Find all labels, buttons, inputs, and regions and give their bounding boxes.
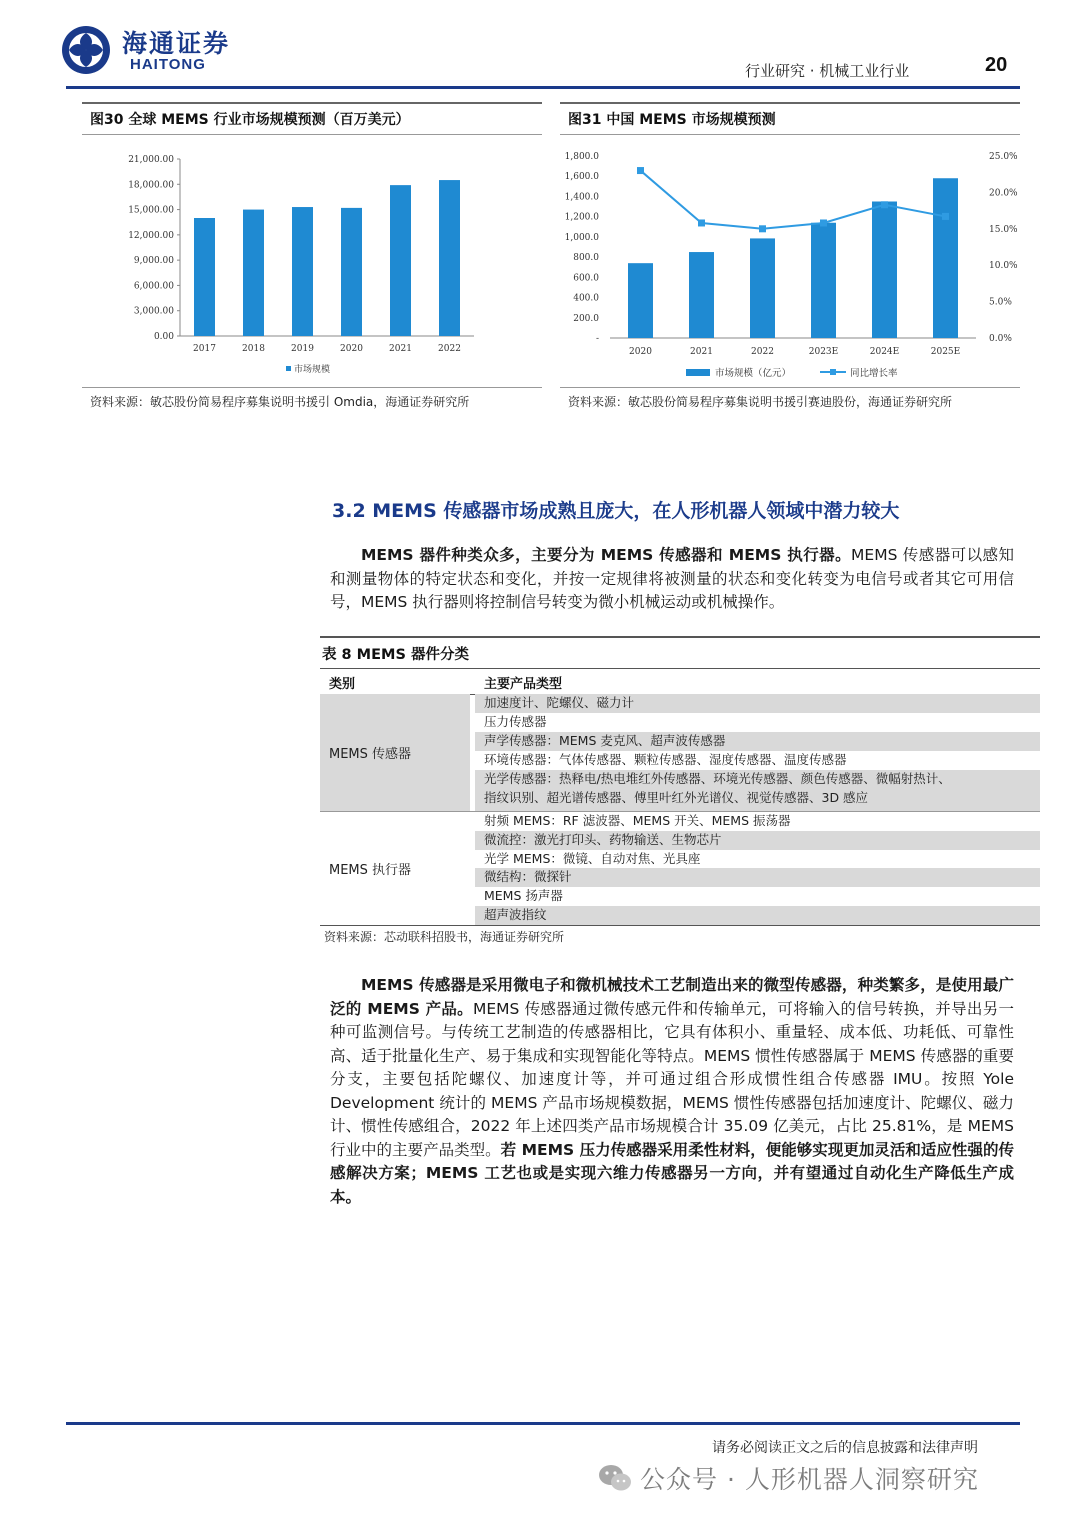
table-8-actuator-row: 光学 MEMS：微镜、自动对焦、光具座: [484, 851, 701, 866]
logo-chinese-name: 海通证券: [122, 29, 231, 58]
legend-swatch: [286, 366, 291, 371]
x-tick-label: 2022: [751, 347, 774, 357]
paragraph-1: [330, 544, 1014, 615]
footer-divider: [66, 1422, 1020, 1425]
figure-30-title: 图30 全球 MEMS 行业市场规模预测（百万美元）: [90, 112, 410, 128]
x-tick-label: 2024E: [869, 347, 900, 357]
growth-point: [759, 225, 766, 232]
bar: [628, 263, 653, 338]
y-tick-label: 3,000.00: [133, 306, 174, 317]
table-8-sensor-row: 压力传感器: [484, 714, 547, 729]
logo-english-name: HAITONG: [130, 56, 206, 73]
legend-swatch-bar: [686, 369, 710, 376]
y-tick-label: 400.0: [573, 293, 599, 304]
y-tick-label: 6,000.00: [133, 281, 174, 292]
bar: [194, 218, 215, 336]
table-8-actuator-row: MEMS 扬声器: [484, 888, 563, 903]
figure-30-top-rule: [82, 102, 542, 104]
bar: [292, 207, 313, 336]
y-tick-label: 1,200.0: [564, 212, 599, 223]
y-tick-label: 1,000.0: [564, 232, 599, 243]
figure-31: [560, 102, 1020, 412]
table-8-header-category: 类别: [329, 677, 356, 692]
figure-31-bottom-rule: [560, 387, 1020, 388]
report-category: 行业研究 · 机械工业行业: [745, 62, 910, 80]
haitong-logo: [60, 22, 250, 80]
table-8-sensor-row: 加速度计、陀螺仪、磁力计: [475, 694, 1040, 713]
bar: [243, 210, 264, 336]
table-8-top-rule: [320, 636, 1040, 638]
growth-point: [820, 219, 827, 226]
table-8-source: 资料来源：芯动联科招股书，海通证券研究所: [324, 930, 565, 944]
bar: [933, 178, 958, 338]
figure-30-source: 资料来源：敏芯股份简易程序募集说明书援引 Omdia，海通证券研究所: [90, 395, 470, 409]
x-tick-label: 2018: [242, 344, 265, 354]
y-tick-label: -: [595, 334, 599, 344]
growth-point: [698, 219, 705, 226]
bar: [390, 185, 411, 336]
y2-tick-label: 5.0%: [989, 297, 1012, 308]
bar: [872, 202, 897, 339]
y2-tick-label: 15.0%: [989, 224, 1018, 235]
table-8-title-rule: [320, 668, 1040, 669]
x-tick-label: 2021: [690, 347, 713, 357]
paragraph-2-body: MEMS 传感器通过微传感元件和传输单元，可将输入的信号转换，并导出另一种可监测信号。与传统工艺制造的传感器相比，它具有体积小、重量轻、成本低、功耗低、可靠性高、适于批量化生产、易于集成和实现智能化等特点。MEMS 惯性传感器属于 MEMS 传感器的重要分支，主要包括陀螺仪、加速度计等，并可通过组合形成惯性组合传感器 IMU。按照 Yole Development 统计的 MEMS 产品市场规模数据，MEMS 惯性传感器包括加速度计、陀螺仪、磁力计、惯性传感组合，2022 年上述四类产品市场规模合计 35.09 亿美元，占比 25.81%，是 MEMS 行业中的主要产品类型。: [330, 999, 1014, 1159]
table-8-header-types: 主要产品类型: [484, 677, 563, 692]
bar: [750, 238, 775, 338]
y-tick-label: 200.0: [573, 313, 599, 324]
watermark-text: 公众号 · 人形机器人洞察研究: [640, 1465, 979, 1494]
figure-30-bottom-rule: [82, 387, 542, 388]
bar: [341, 208, 362, 336]
x-tick-label: 2020: [340, 344, 363, 354]
table-8-sensor-row: 声学传感器：MEMS 麦克风、超声波传感器: [475, 732, 1040, 751]
figure-31-title: 图31 中国 MEMS 市场规模预测: [568, 112, 776, 128]
legend-label-bar: 市场规模（亿元）: [715, 368, 792, 379]
paragraph-2: [330, 974, 1014, 1209]
table-8-actuator-row: 微流控：激光打印头、药物输送、生物芯片: [475, 831, 1040, 850]
x-tick-label: 2020: [629, 347, 652, 357]
figure-31-top-rule: [560, 102, 1020, 104]
figure-30-chart: [82, 136, 542, 386]
x-tick-label: 2021: [389, 344, 412, 354]
paragraph-1-lead: MEMS 器件种类众多，主要分为 MEMS 传感器和 MEMS 执行器。: [361, 546, 852, 564]
figure-31-title-rule: [560, 134, 1020, 135]
figure-31-source: 资料来源：敏芯股份简易程序募集说明书援引赛迪股份，海通证券研究所: [568, 395, 953, 409]
paragraph-2-conclusion: 若 MEMS 压力传感器采用柔性材料，便能够实现更加灵活和适应性强的传感解决方案；MEMS 工艺也或是实现六维力传感器另一方向，并有望通过自动化生产降低生产成本。: [330, 1140, 1014, 1206]
table-8-title: 表 8 MEMS 器件分类: [322, 647, 469, 663]
legend-label: 市场规模: [294, 365, 331, 375]
figure-30-title-rule: [82, 134, 542, 135]
header-divider: [66, 86, 1020, 89]
y-tick-label: 800.0: [573, 253, 599, 264]
y2-tick-label: 25.0%: [989, 152, 1018, 162]
y-tick-label: 1,600.0: [564, 172, 599, 183]
table-8-bottom-rule: [320, 925, 1040, 926]
y-tick-label: 1,800.0: [564, 152, 599, 162]
table-8-sensor-row-optical: [475, 770, 1040, 811]
y-tick-label: 600.0: [573, 273, 599, 284]
footer-disclaimer: 请务必阅读正文之后的信息披露和法律声明: [712, 1440, 978, 1456]
table-8-category-actuator: MEMS 执行器: [329, 862, 412, 878]
page-number: 20: [985, 54, 1008, 76]
y2-tick-label: 0.0%: [989, 334, 1012, 344]
legend-label-line: 同比增长率: [850, 368, 898, 379]
table-8-sensor-optical-line-2: 指纹识别、超光谱传感器、傅里叶红外光谱仪、视觉传感器、3D 感应: [484, 789, 869, 805]
section-heading: 3.2 MEMS 传感器市场成熟且庞大，在人形机器人领域中潜力较大: [332, 500, 900, 522]
y-tick-label: 12,000.00: [128, 230, 174, 241]
figure-31-chart: [560, 136, 1020, 386]
bar: [439, 180, 460, 336]
y-tick-label: 0.00: [153, 332, 174, 342]
bar: [811, 223, 836, 338]
table-8-sensor-optical-line-1: 光学传感器：热释电/热电堆红外传感器、环境光传感器、颜色传感器、微幅射热计、: [484, 771, 951, 786]
table-8-category-sensor: MEMS 传感器: [320, 694, 470, 811]
x-tick-label: 2023E: [808, 347, 839, 357]
wechat-watermark: [598, 1460, 979, 1496]
y-tick-label: 9,000.00: [133, 256, 174, 267]
growth-line: [641, 171, 946, 229]
table-8-sensor-row: 环境传感器：气体传感器、颗粒传感器、湿度传感器、温度传感器: [484, 752, 847, 767]
paragraph-1-body: MEMS 传感器可以感知和测量物体的特定状态和变化，并按一定规律将被测量的状态和变化转变为电信号或者其它可用信号，MEMS 执行器则将控制信号转变为微小机械运动或机械操作。: [330, 546, 1014, 611]
y2-tick-label: 20.0%: [989, 188, 1018, 199]
wechat-icon: [598, 1463, 632, 1493]
y-tick-label: 21,000.00: [128, 155, 174, 165]
y-tick-label: 1,400.0: [564, 192, 599, 203]
haitong-logo-icon: [60, 24, 112, 76]
growth-point: [881, 201, 888, 208]
y2-tick-label: 10.0%: [989, 261, 1018, 272]
x-tick-label: 2022: [438, 344, 461, 354]
x-tick-label: 2025E: [930, 347, 961, 357]
x-tick-label: 2017: [193, 344, 216, 354]
growth-point: [942, 213, 949, 220]
bar: [689, 252, 714, 338]
figure-30: [82, 102, 542, 412]
table-8-actuator-row: 超声波指纹: [475, 906, 1040, 925]
legend-swatch-marker: [830, 369, 836, 375]
growth-point: [637, 167, 644, 174]
paragraph-2-lead: MEMS 传感器是采用微电子和微机械技术工艺制造出来的微型传感器，种类繁多，是使用最广泛的 MEMS 产品。: [330, 976, 1014, 1018]
table-8-actuator-row: 射频 MEMS：RF 滤波器、MEMS 开关、MEMS 振荡器: [484, 813, 791, 828]
x-tick-label: 2019: [291, 344, 314, 354]
y-tick-label: 15,000.00: [128, 205, 174, 216]
y-tick-label: 18,000.00: [128, 180, 174, 191]
table-8-actuator-row: 微结构：微探针: [475, 868, 1040, 887]
